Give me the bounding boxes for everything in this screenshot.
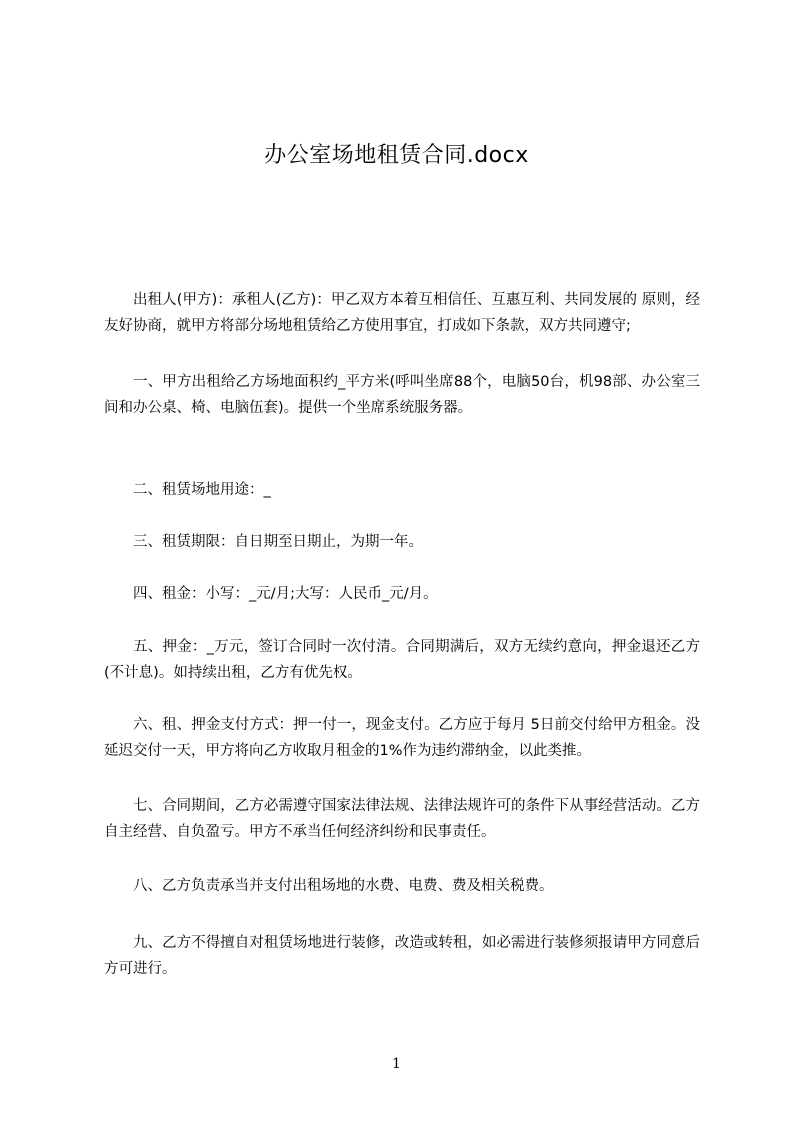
document-title: 办公室场地租赁合同.docx <box>264 143 529 168</box>
page-number: 1 <box>392 1056 401 1072</box>
paragraph-clause-8-fees: 八、乙方负责承当并支付出租场地的水费、电费、费及相关税费。 <box>133 878 554 894</box>
paragraph-clause-4-rent: 四、租金：小写：_元/月;大写：人民币_元/月。 <box>133 586 438 602</box>
paragraph-clause-6-payment: 六、租、押金支付方式：押一付一，现金支付。乙方应于每月 5日前交付给甲方租金。没延迟交付一天，甲方将向乙方收取月租金的1%作为违约滞纳金，以此类推。 <box>104 717 700 759</box>
paragraph-parties: 出租人(甲方)：承租人(乙方)：甲乙双方本着互相信任、互惠互利、共同发展的 原则，经友好协商，就甲方将部分场地租赁给乙方使用事宜，打成如下条款，双方共同遵守; <box>104 292 700 334</box>
paragraph-clause-1-area: 一、甲方出租给乙方场地面积约_平方米(呼叫坐席88个，电脑50台，机98部、办公室三间和办公桌、椅、电脑伍套)。提供一个坐席系统服务器。 <box>104 374 700 416</box>
paragraph-clause-7-compliance: 七、合同期间，乙方必需遵守国家法律法规、法律法规许可的条件下从事经营活动。乙方自主经营、自负盈亏。甲方不承当任何经济纠纷和民事责任。 <box>104 798 700 840</box>
paragraph-clause-5-deposit: 五、押金：_万元，签订合同时一次付清。合同期满后，双方无续约意向，押金退还乙方(不计息)。如持续出租，乙方有优先权。 <box>104 639 700 681</box>
paragraph-clause-3-term: 三、租赁期限：自日期至日期止，为期一年。 <box>133 534 423 550</box>
paragraph-clause-9-renovation: 九、乙方不得擅自对租赁场地进行装修，改造或转租，如必需进行装修须报请甲方同意后方可进行。 <box>104 935 700 977</box>
paragraph-clause-2-usage: 二、租赁场地用途：_ <box>133 482 271 498</box>
